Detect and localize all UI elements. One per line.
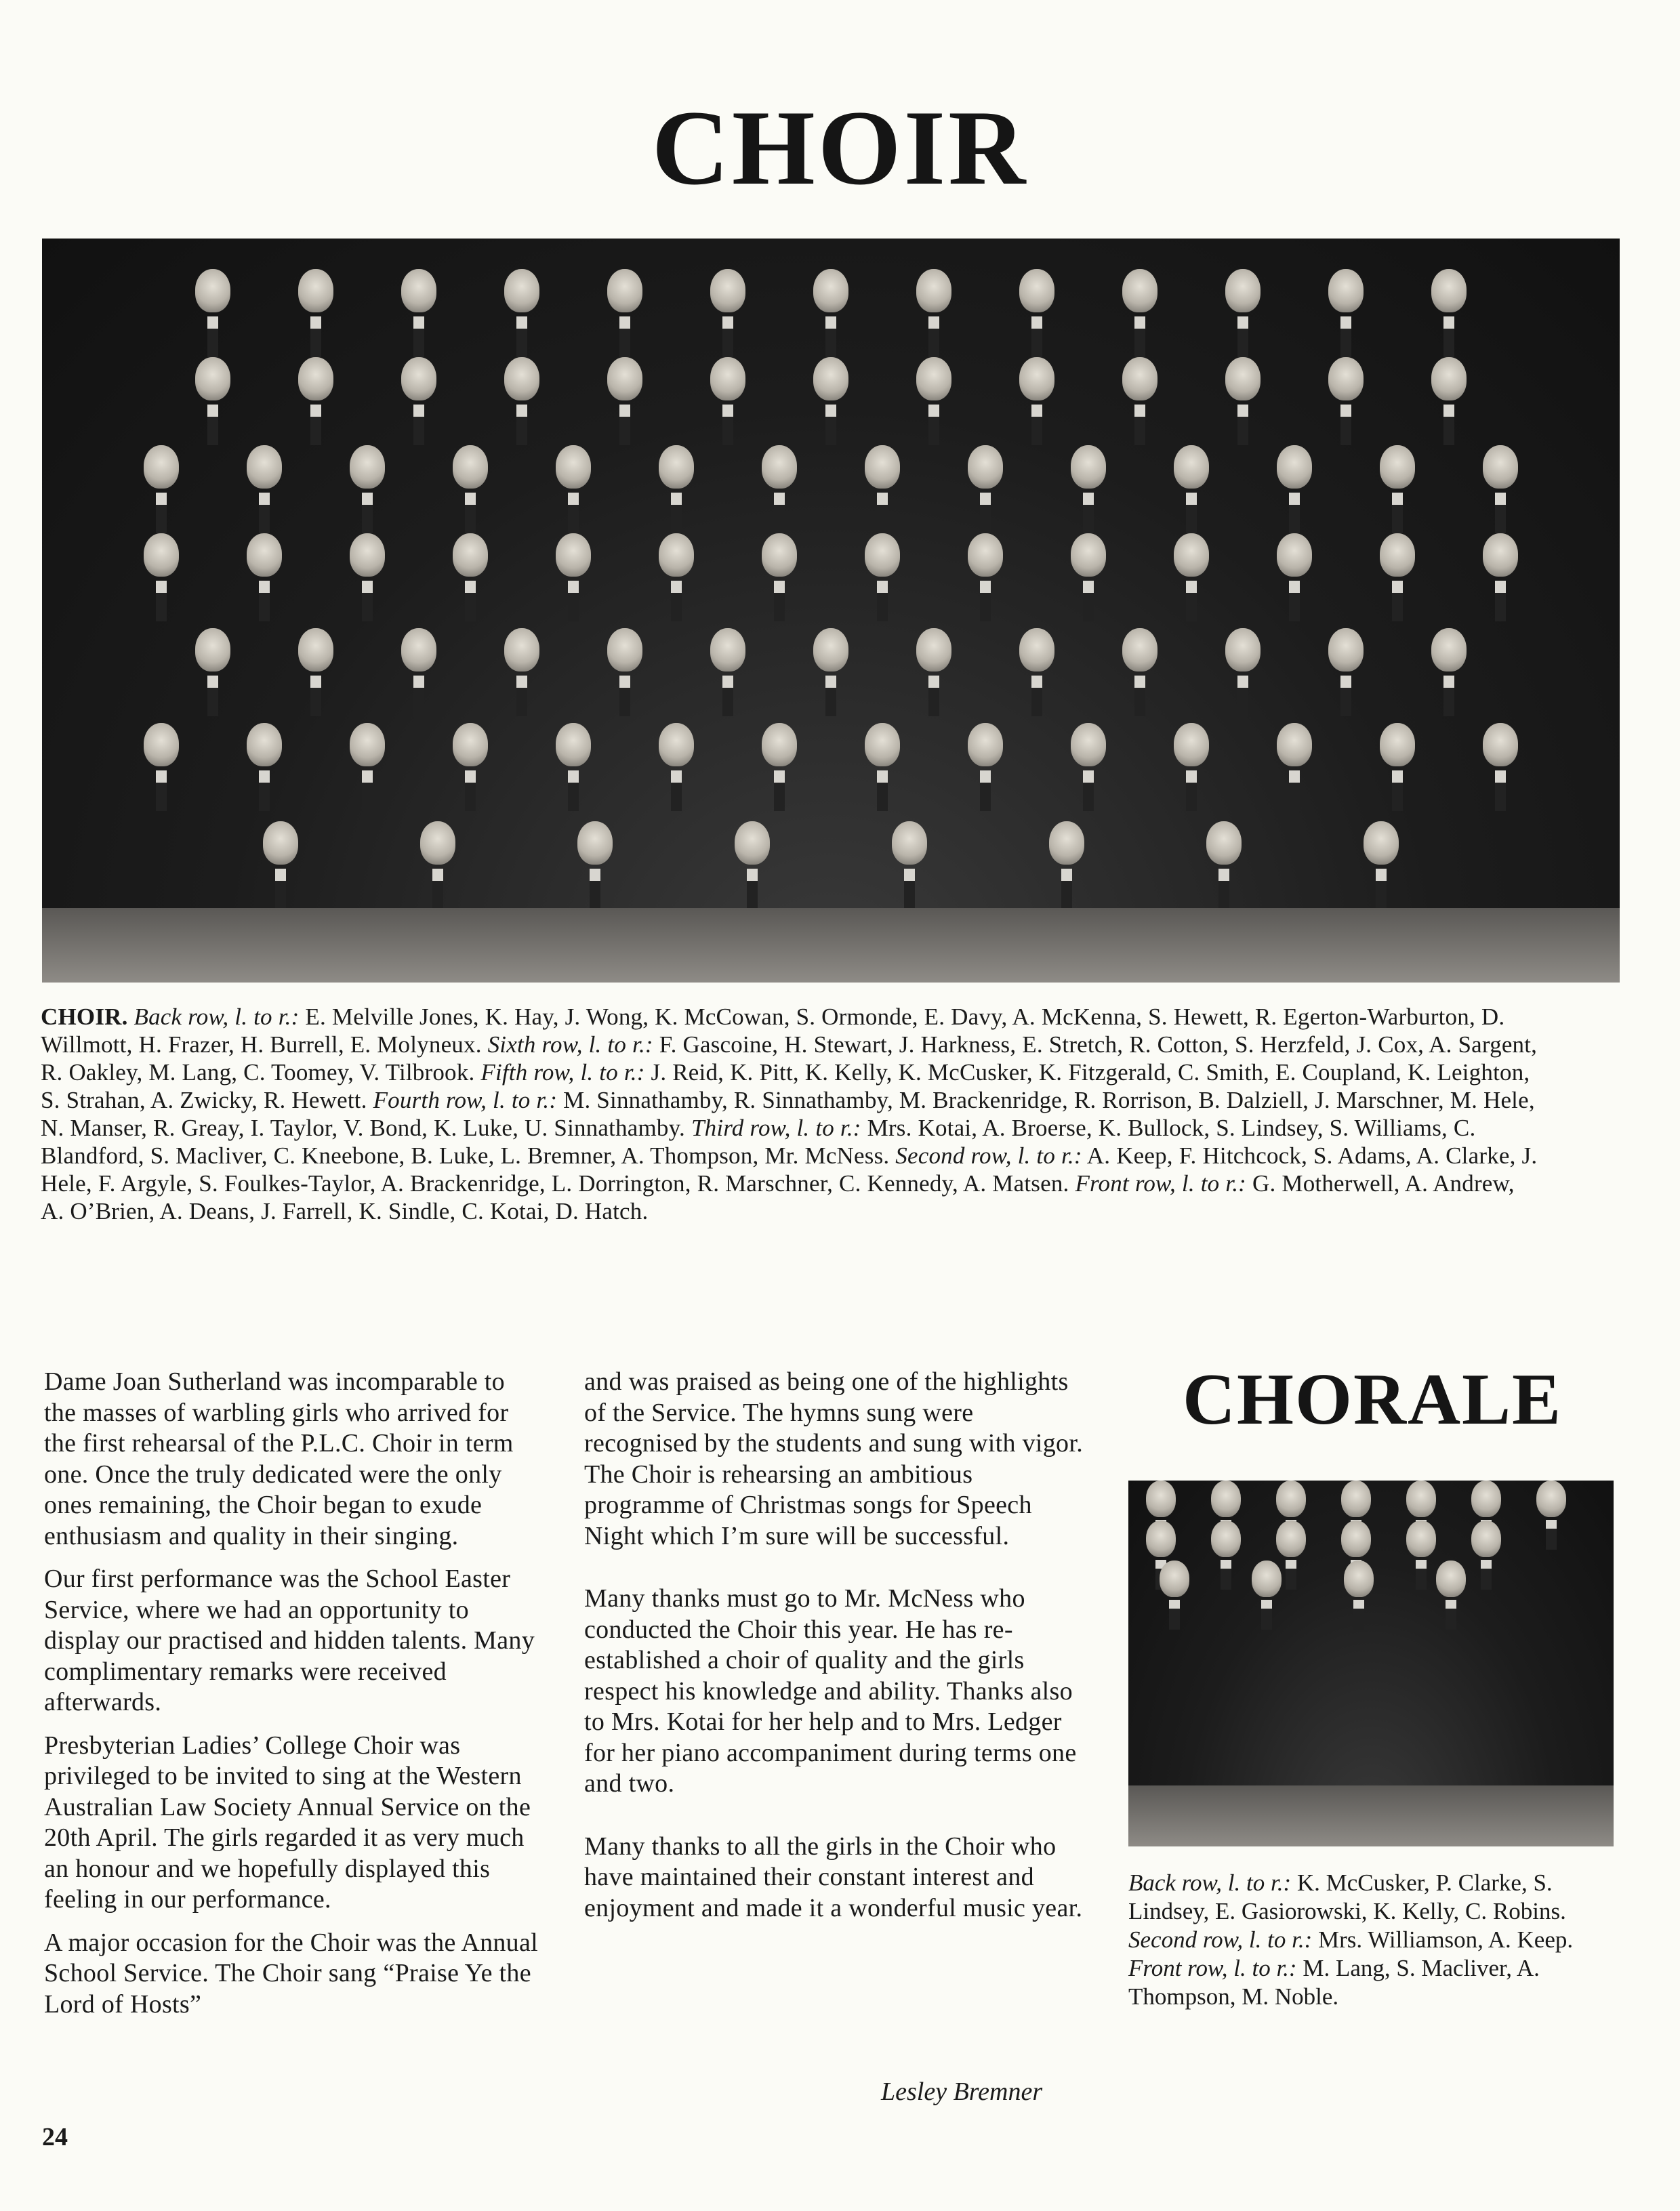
photo-row-sixth [42,357,1620,400]
article-paragraph: A major occasion for the Choir was the Annual School Service. The Choir sang “Praise Ye the Lord of Hosts” [44,1928,539,2019]
page-title: CHOIR [651,89,1029,207]
caption-front-row-label: Front row, l. to r.: [1069,1170,1247,1197]
article-column-2 [584,1367,1086,1936]
photo-row-back [42,269,1620,312]
chorale-front-row-label: Front row, l. to r.: [1128,1955,1297,1981]
chorale-back-row: K. McCusker, P. Clarke, S. Lindsey, E. Gasiorowski, K. Kelly, C. Robins. [1128,1869,1566,1924]
article-paragraph: Many thanks must go to Mr. McNess who conducted the Choir this year. He has re-established a choir of quality and the girls respect his knowledge and ability. Thanks also to Mrs. Kotai for her help and to Mrs. Ledger for her piano accompaniment during terms one and two. [584,1584,1077,1798]
caption-heading: CHOIR. [41,1004,128,1030]
photo-row-fifth [42,445,1620,489]
photo-row-front [42,821,1620,865]
article-paragraph: Dame Joan Sutherland was incomparable to the masses of warbling girls who arrived for the first rehearsal of the P.L.C. Choir in term one. Once the truly dedicated were the only ones remaining, the Choir began to exude enthusiasm and quality in their singing. [44,1367,514,1550]
chorale-photo-row-front [1128,1561,1614,1600]
caption-fifth-row-label: Fifth row, l. to r.: [474,1059,645,1086]
caption-second-row: A. Keep, F. Hitchcock, S. Adams, A. Clarke, J. Hele, F. Argyle, S. Foulkes-Taylor, A. Brackenridge, L. Dorrington, R. Marschner, C. Kennedy, A. Matsen. [41,1142,1538,1197]
chorale-group-photo [1128,1481,1614,1846]
caption-sixth-row: F. Gascoine, H. Stewart, J. Harkness, E. Stretch, R. Cotton, S. Herzfeld, J. Cox, A. Sargent, R. Oakley, M. Lang, C. Toomey, V. Tilbrook. [41,1031,1538,1086]
photo-row-fourth [42,533,1620,577]
caption-third-row: Mrs. Kotai, A. Broerse, K. Bullock, S. Lindsey, S. Williams, C. Blandford, S. Macliver, C. Kneebone, B. Luke, L. Bremner, A. Thompson, Mr. McNess. [41,1115,1476,1169]
chorale-second-row: Mrs. Williamson, A. Keep. [1312,1926,1574,1953]
caption-fifth-row: J. Reid, K. Pitt, K. Kelly, K. McCusker, K. Fitzgerald, C. Smith, E. Coupland, K. Leighton, S. Strahan, A. Zwicky, R. Hewett. [41,1059,1530,1113]
caption-second-row-label: Second row, l. to r.: [889,1142,1082,1169]
chorale-photo-caption [1128,1869,1616,2011]
page-number: 24 [42,2123,68,2151]
chorale-photo-row-second [1128,1521,1614,1561]
article-paragraph: Many thanks to all the girls in the Choir who have maintained their constant interest and enjoyment and made it a wonderful music year. [584,1832,1083,1922]
chorale-back-row-label: Back row, l. to r.: [1128,1869,1292,1896]
photo-row-second [42,723,1620,766]
article-paragraph: and was praised as being one of the highlights of the Service. The hymns sung were recognised by the students and sung with vigor. The Choir is rehearsing an ambitious programme of Christmas songs for Speech Night which I’m sure will be successful. [584,1367,1084,1550]
chorale-front-row: M. Lang, S. Macliver, A. Thompson, M. Noble. [1128,1955,1540,2010]
choir-photo-caption [41,1003,1538,1225]
chorale-second-row-label: Second row, l. to r.: [1128,1926,1313,1953]
caption-back-row: E. Melville Jones, K. Hay, J. Wong, K. McCowan, S. Ormonde, E. Davy, A. McKenna, S. Hewett, R. Egerton-Warburton, D. Willmott, H. Frazer, H. Burrell, E. Molyneux. [41,1004,1505,1058]
chorale-photo-row-back [1128,1481,1614,1521]
caption-fourth-row-label: Fourth row, l. to r.: [367,1087,558,1113]
caption-fourth-row: M. Sinnathamby, R. Sinnathamby, M. Brackenridge, R. Rorrison, B. Dalziell, J. Marschner, M. Hele, N. Manser, R. Greay, I. Taylor, V. Bond, K. Luke, U. Sinnathamby. [41,1087,1535,1141]
article-signature: Lesley Bremner [881,2078,1043,2106]
caption-sixth-row-label: Sixth row, l. to r.: [481,1031,653,1058]
photo-floor [42,908,1620,983]
caption-third-row-label: Third row, l. to r.: [685,1115,861,1141]
photo-row-third [42,628,1620,671]
chorale-title: CHORALE [1182,1359,1563,1440]
article-paragraph: Presbyterian Ladies’ College Choir was privileged to be invited to sing at the Western Australian Law Society Annual Service on the 20th April. The girls regarded it as very much an honour and we hopefully displayed this feeling in our performance. [44,1731,531,1914]
caption-front-row: G. Motherwell, A. Andrew, A. O’Brien, A. Deans, J. Farrell, K. Sindle, C. Kotai, D. Hatch. [41,1170,1515,1224]
choir-group-photo [42,239,1620,983]
article-column-1 [44,1367,539,2032]
article-paragraph: Our first performance was the School Easter Service, where we had an opportunity to display our practised and hidden talents. Many complimentary remarks were received afterwards. [44,1565,535,1716]
caption-back-row-label: Back row, l. to r.: [134,1004,300,1030]
chorale-photo-steps [1128,1785,1614,1846]
